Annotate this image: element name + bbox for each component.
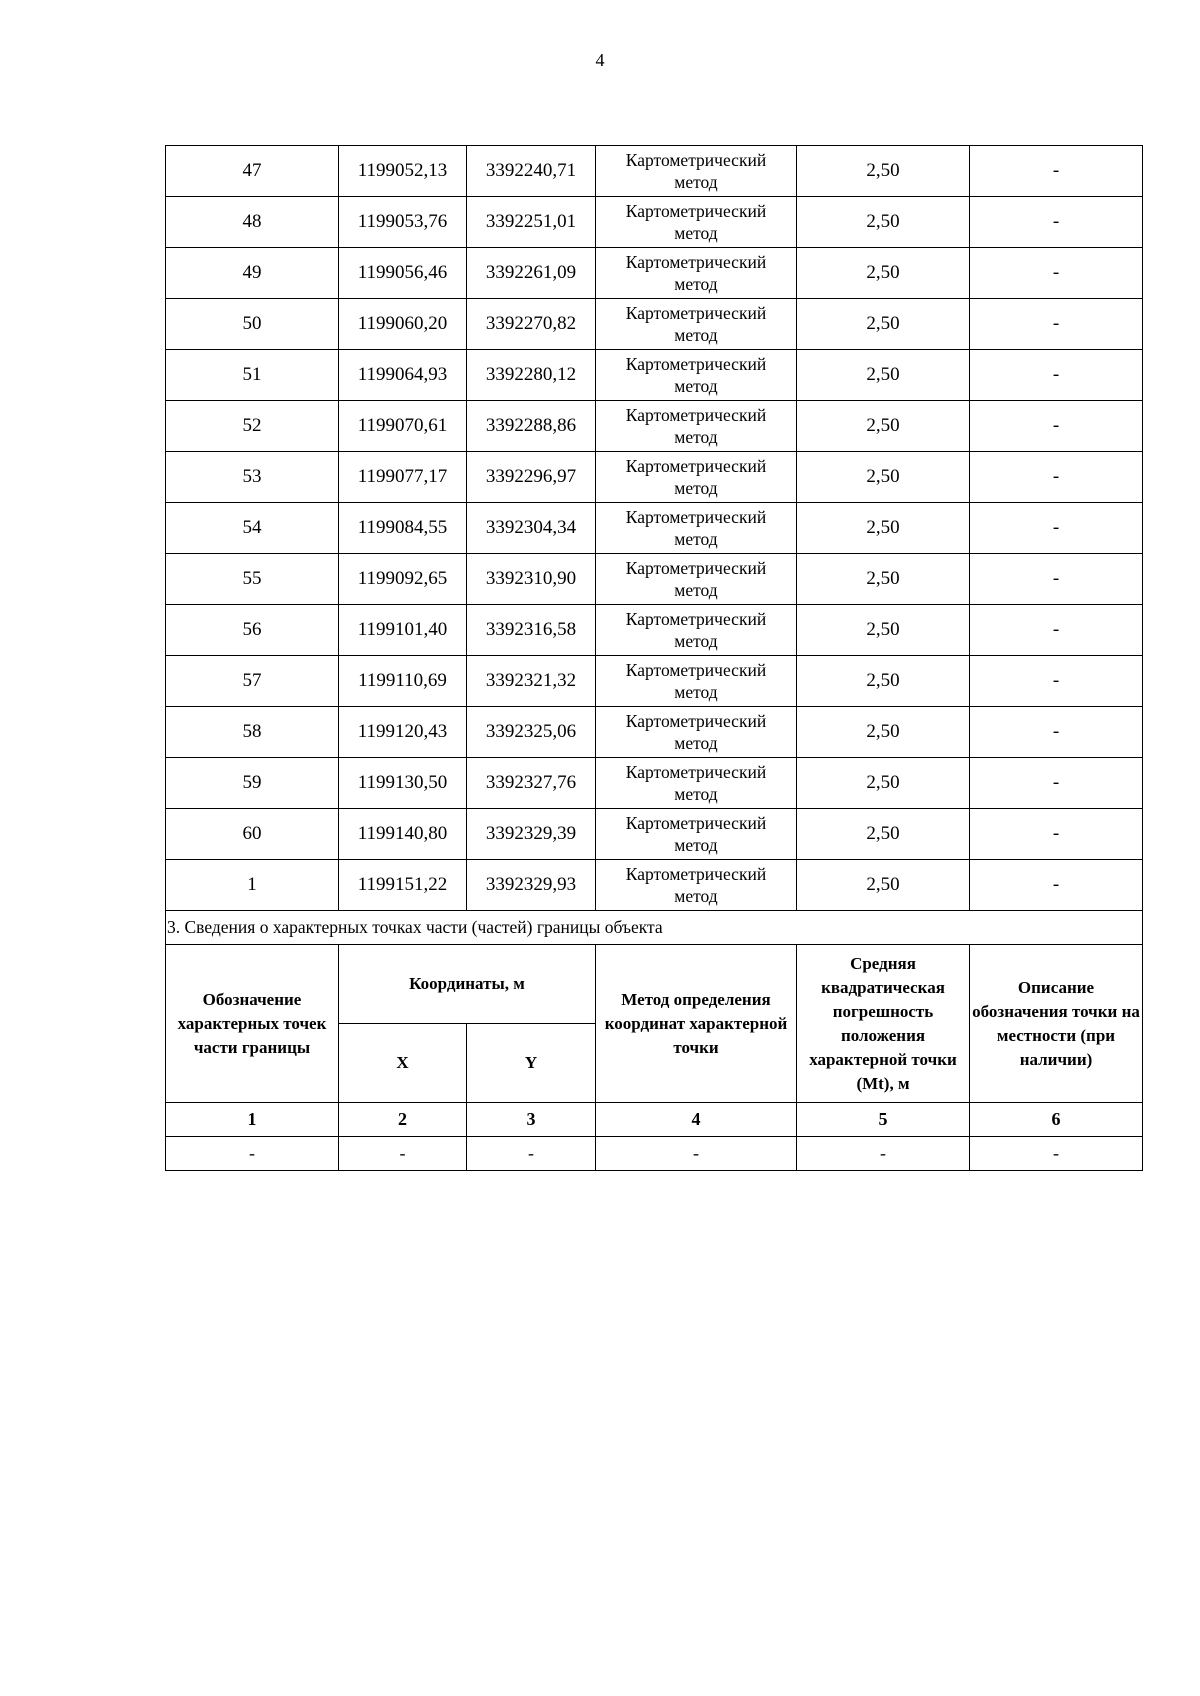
x-coordinate-cell: 1199053,76 bbox=[339, 197, 467, 248]
description-cell: - bbox=[970, 809, 1143, 860]
point-number-cell: 58 bbox=[166, 707, 339, 758]
method-text: Картометрический bbox=[625, 558, 767, 578]
x-coordinate-cell: 1199064,93 bbox=[339, 350, 467, 401]
table-row bbox=[166, 605, 1143, 656]
method-cell bbox=[596, 350, 797, 401]
method-text: метод bbox=[674, 886, 718, 906]
error-cell: 2,50 bbox=[797, 707, 970, 758]
x-coordinate-cell: 1199060,20 bbox=[339, 299, 467, 350]
empty-cell: - bbox=[797, 1137, 970, 1171]
method-cell bbox=[596, 146, 797, 197]
method-text: метод bbox=[674, 478, 718, 498]
method-text: метод bbox=[674, 784, 718, 804]
description-cell: - bbox=[970, 860, 1143, 911]
page-number: 4 bbox=[595, 50, 605, 70]
point-number-cell: 59 bbox=[166, 758, 339, 809]
table-row bbox=[166, 554, 1143, 605]
point-number-cell: 60 bbox=[166, 809, 339, 860]
error-cell: 2,50 bbox=[797, 554, 970, 605]
point-number-cell: 48 bbox=[166, 197, 339, 248]
y-coordinate-cell: 3392270,82 bbox=[467, 299, 596, 350]
empty-row bbox=[166, 1137, 1143, 1171]
table-row bbox=[166, 860, 1143, 911]
point-number-cell: 54 bbox=[166, 503, 339, 554]
table-row bbox=[166, 401, 1143, 452]
table-row bbox=[166, 758, 1143, 809]
method-cell bbox=[596, 656, 797, 707]
method-text: метод bbox=[674, 733, 718, 753]
description-cell: - bbox=[970, 248, 1143, 299]
description-cell: - bbox=[970, 554, 1143, 605]
method-text: метод bbox=[674, 631, 718, 651]
method-text: Картометрический bbox=[625, 354, 767, 374]
method-cell bbox=[596, 401, 797, 452]
empty-cell: - bbox=[339, 1137, 467, 1171]
description-cell: - bbox=[970, 656, 1143, 707]
table-row bbox=[166, 452, 1143, 503]
table-row bbox=[166, 146, 1143, 197]
method-cell bbox=[596, 248, 797, 299]
column-number: 1 bbox=[166, 1103, 339, 1137]
point-number-cell: 55 bbox=[166, 554, 339, 605]
method-text: Картометрический bbox=[625, 150, 767, 170]
description-cell: - bbox=[970, 758, 1143, 809]
y-coordinate-cell: 3392251,01 bbox=[467, 197, 596, 248]
empty-cell: - bbox=[467, 1137, 596, 1171]
x-coordinate-cell: 1199110,69 bbox=[339, 656, 467, 707]
method-cell bbox=[596, 452, 797, 503]
section-3-title-row bbox=[166, 911, 1143, 945]
point-number-cell: 52 bbox=[166, 401, 339, 452]
point-number-cell: 1 bbox=[166, 860, 339, 911]
x-coordinate-cell: 1199101,40 bbox=[339, 605, 467, 656]
table-row bbox=[166, 809, 1143, 860]
x-coordinate-cell: 1199052,13 bbox=[339, 146, 467, 197]
method-cell bbox=[596, 707, 797, 758]
y-coordinate-cell: 3392304,34 bbox=[467, 503, 596, 554]
description-cell: - bbox=[970, 707, 1143, 758]
method-cell bbox=[596, 605, 797, 656]
y-coordinate-cell: 3392261,09 bbox=[467, 248, 596, 299]
method-text: метод bbox=[674, 427, 718, 447]
description-cell: - bbox=[970, 350, 1143, 401]
x-coordinate-cell: 1199151,22 bbox=[339, 860, 467, 911]
column-number: 6 bbox=[970, 1103, 1143, 1137]
header-coordinates: Координаты, м bbox=[339, 945, 596, 1024]
x-coordinate-cell: 1199130,50 bbox=[339, 758, 467, 809]
error-cell: 2,50 bbox=[797, 197, 970, 248]
error-cell: 2,50 bbox=[797, 299, 970, 350]
error-cell: 2,50 bbox=[797, 503, 970, 554]
point-number-cell: 49 bbox=[166, 248, 339, 299]
y-coordinate-cell: 3392280,12 bbox=[467, 350, 596, 401]
method-cell bbox=[596, 758, 797, 809]
header-method: Метод определения координат характерной точки bbox=[596, 945, 797, 1103]
method-text: Картометрический bbox=[625, 252, 767, 272]
y-coordinate-cell: 3392310,90 bbox=[467, 554, 596, 605]
method-text: метод bbox=[674, 274, 718, 294]
error-cell: 2,50 bbox=[797, 350, 970, 401]
error-cell: 2,50 bbox=[797, 452, 970, 503]
method-text: Картометрический bbox=[625, 405, 767, 425]
coordinates-table-body bbox=[166, 146, 1143, 1171]
method-text: метод bbox=[674, 223, 718, 243]
y-coordinate-cell: 3392327,76 bbox=[467, 758, 596, 809]
method-cell bbox=[596, 860, 797, 911]
column-number: 2 bbox=[339, 1103, 467, 1137]
description-cell: - bbox=[970, 503, 1143, 554]
table-row bbox=[166, 248, 1143, 299]
header-y: Y bbox=[467, 1024, 596, 1103]
method-text: Картометрический bbox=[625, 456, 767, 476]
method-text: метод bbox=[674, 172, 718, 192]
table-row bbox=[166, 656, 1143, 707]
description-cell: - bbox=[970, 146, 1143, 197]
empty-cell: - bbox=[596, 1137, 797, 1171]
method-text: Картометрический bbox=[625, 813, 767, 833]
y-coordinate-cell: 3392329,93 bbox=[467, 860, 596, 911]
column-number: 4 bbox=[596, 1103, 797, 1137]
method-text: Картометрический bbox=[625, 711, 767, 731]
x-coordinate-cell: 1199070,61 bbox=[339, 401, 467, 452]
x-coordinate-cell: 1199140,80 bbox=[339, 809, 467, 860]
empty-cell: - bbox=[166, 1137, 339, 1171]
x-coordinate-cell: 1199084,55 bbox=[339, 503, 467, 554]
point-number-cell: 50 bbox=[166, 299, 339, 350]
error-cell: 2,50 bbox=[797, 605, 970, 656]
x-coordinate-cell: 1199120,43 bbox=[339, 707, 467, 758]
header-error: Средняя квадратическая погрешность положения характерной точки (Mt), м bbox=[797, 945, 970, 1103]
error-cell: 2,50 bbox=[797, 146, 970, 197]
method-text: Картометрический bbox=[625, 660, 767, 680]
table-row bbox=[166, 197, 1143, 248]
method-text: Картометрический bbox=[625, 303, 767, 323]
method-cell bbox=[596, 809, 797, 860]
header-designation: Обозначение характерных точек части границы bbox=[166, 945, 339, 1103]
point-number-cell: 51 bbox=[166, 350, 339, 401]
section-3-title: 3. Сведения о характерных точках части (частей) границы объекта bbox=[166, 911, 1143, 945]
description-cell: - bbox=[970, 605, 1143, 656]
description-cell: - bbox=[970, 299, 1143, 350]
y-coordinate-cell: 3392321,32 bbox=[467, 656, 596, 707]
error-cell: 2,50 bbox=[797, 656, 970, 707]
method-text: метод bbox=[674, 529, 718, 549]
description-cell: - bbox=[970, 401, 1143, 452]
table-row bbox=[166, 503, 1143, 554]
x-coordinate-cell: 1199056,46 bbox=[339, 248, 467, 299]
y-coordinate-cell: 3392240,71 bbox=[467, 146, 596, 197]
y-coordinate-cell: 3392329,39 bbox=[467, 809, 596, 860]
error-cell: 2,50 bbox=[797, 860, 970, 911]
error-cell: 2,50 bbox=[797, 401, 970, 452]
method-cell bbox=[596, 554, 797, 605]
point-number-cell: 53 bbox=[166, 452, 339, 503]
method-text: метод bbox=[674, 325, 718, 345]
x-coordinate-cell: 1199092,65 bbox=[339, 554, 467, 605]
point-number-cell: 57 bbox=[166, 656, 339, 707]
method-text: метод bbox=[674, 376, 718, 396]
y-coordinate-cell: 3392325,06 bbox=[467, 707, 596, 758]
method-text: Картометрический bbox=[625, 507, 767, 527]
error-cell: 2,50 bbox=[797, 248, 970, 299]
y-coordinate-cell: 3392296,97 bbox=[467, 452, 596, 503]
description-cell: - bbox=[970, 197, 1143, 248]
method-text: Картометрический bbox=[625, 201, 767, 221]
method-cell bbox=[596, 197, 797, 248]
method-text: метод bbox=[674, 580, 718, 600]
section-3-header-row-top bbox=[166, 945, 1143, 1024]
y-coordinate-cell: 3392288,86 bbox=[467, 401, 596, 452]
table-row bbox=[166, 707, 1143, 758]
method-text: Картометрический bbox=[625, 762, 767, 782]
x-coordinate-cell: 1199077,17 bbox=[339, 452, 467, 503]
method-text: Картометрический bbox=[625, 609, 767, 629]
point-number-cell: 47 bbox=[166, 146, 339, 197]
error-cell: 2,50 bbox=[797, 758, 970, 809]
coordinates-table bbox=[165, 145, 1143, 1171]
method-text: Картометрический bbox=[625, 864, 767, 884]
method-text: метод bbox=[674, 835, 718, 855]
method-text: метод bbox=[674, 682, 718, 702]
empty-cell: - bbox=[970, 1137, 1143, 1171]
point-number-cell: 56 bbox=[166, 605, 339, 656]
description-cell: - bbox=[970, 452, 1143, 503]
table-row bbox=[166, 299, 1143, 350]
header-x: X bbox=[339, 1024, 467, 1103]
method-cell bbox=[596, 503, 797, 554]
header-description: Описание обозначения точки на местности (при наличии) bbox=[970, 945, 1143, 1103]
error-cell: 2,50 bbox=[797, 809, 970, 860]
column-number: 5 bbox=[797, 1103, 970, 1137]
column-number: 3 bbox=[467, 1103, 596, 1137]
table-row bbox=[166, 350, 1143, 401]
y-coordinate-cell: 3392316,58 bbox=[467, 605, 596, 656]
column-numbers-row bbox=[166, 1103, 1143, 1137]
method-cell bbox=[596, 299, 797, 350]
